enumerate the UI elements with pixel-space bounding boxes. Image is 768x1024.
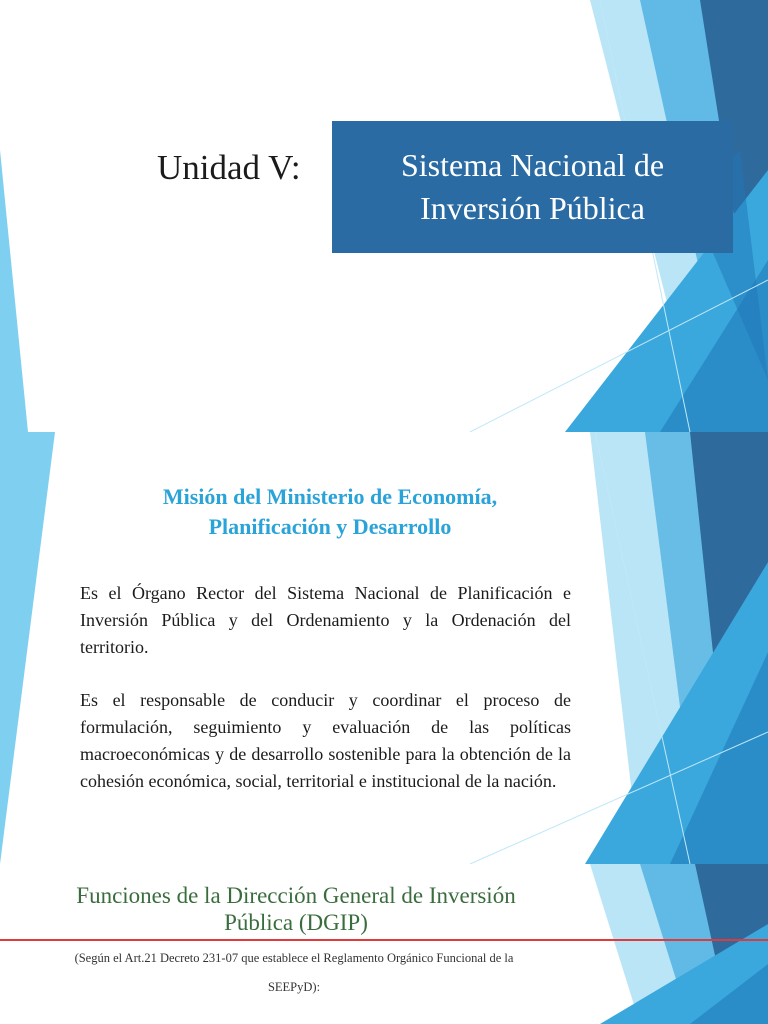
functions-heading-line-2: Pública (DGIP) bbox=[224, 910, 368, 935]
mission-heading bbox=[80, 482, 580, 542]
mission-heading-line-1: Misión del Ministerio de Economía, bbox=[162, 484, 498, 509]
slide-title bbox=[0, 0, 768, 432]
mission-heading-line-2: Planificación y Desarrollo bbox=[208, 514, 452, 539]
title-box bbox=[332, 121, 733, 253]
unit-label: Unidad V: bbox=[157, 148, 301, 187]
slide-functions bbox=[0, 864, 768, 1024]
divider-line bbox=[0, 939, 768, 941]
functions-heading bbox=[40, 882, 552, 936]
title-line-1: Sistema Nacional de bbox=[400, 147, 665, 183]
mission-paragraph-2: Es el responsable de conducir y coordinar el proceso de formulación, seguimiento y evaluación de las políticas macroeconómicas y de desarrollo sostenible para la obtención de la cohesión económica, social, territorial e institucional de la nación. bbox=[80, 690, 571, 791]
functions-heading-line-1: Funciones de la Dirección General de Inversión bbox=[76, 883, 516, 908]
mission-paragraph-1: Es el Órgano Rector del Sistema Nacional de Planificación e Inversión Pública y del Ordenamiento y la Ordenación del territorio. bbox=[80, 583, 571, 657]
legal-note-line-1: (Según el Art.21 Decreto 231-07 que establece el Reglamento Orgánico Funcional de la bbox=[74, 951, 514, 965]
title-line-2: Inversión Pública bbox=[420, 190, 645, 226]
slide-mission bbox=[0, 432, 768, 864]
legal-note-line-2: SEEPyD): bbox=[267, 980, 321, 994]
legal-note bbox=[14, 944, 574, 1002]
